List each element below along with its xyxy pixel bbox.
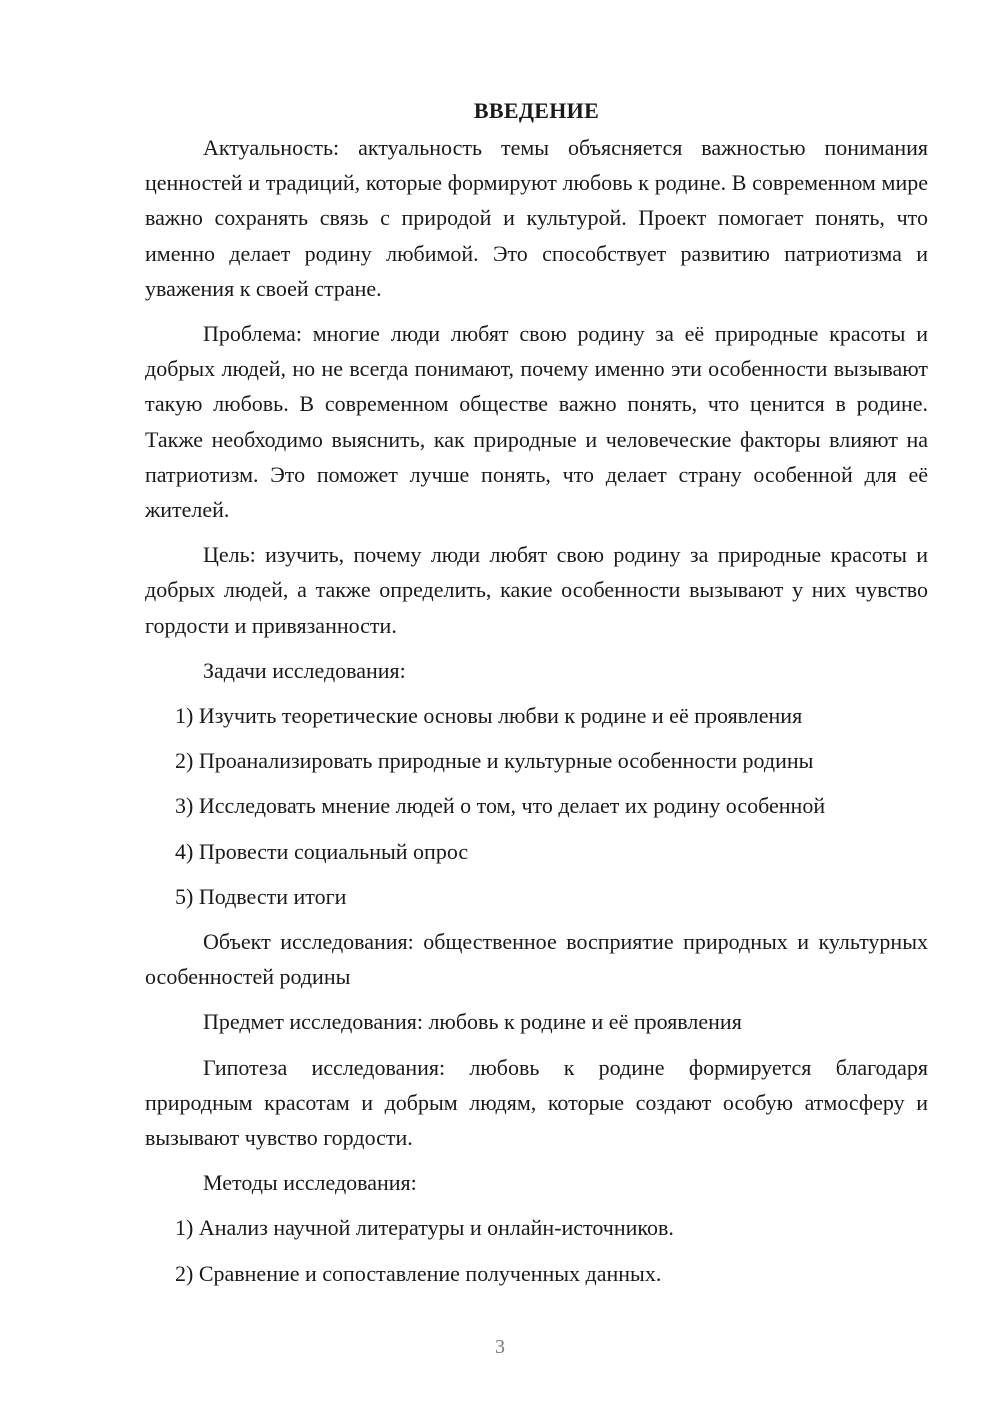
methods-list bbox=[145, 1210, 928, 1290]
methods-heading: Методы исследования: bbox=[203, 1170, 417, 1196]
paragraph-goal: Цель: изучить, почему люди любят свою родину за природные красоты и добрых людей, а также определить, какие особенности вызывают у них чувство гордости и привязанности. bbox=[145, 542, 928, 638]
tasks-heading: Задачи исследования: bbox=[203, 657, 406, 683]
page-number: 3 bbox=[495, 1336, 505, 1358]
paragraph-relevance: Актуальность: актуальность темы объясняется важностью понимания ценностей и традиций, которые формируют любовь к родине. В современном мире важно сохранять связь с природой и культурой. Проект помогает понять, что именно делает родину любимой. Это способствует развитию патриотизма и уважения к своей стране. bbox=[145, 135, 928, 301]
section-title: ВВЕДЕНИЕ bbox=[473, 98, 600, 123]
task-item-1: 1) Изучить теоретические основы любви к родине и её проявления bbox=[175, 703, 803, 729]
paragraph-object: Объект исследования: общественное восприятие природных и культурных особенностей родины bbox=[145, 929, 928, 990]
task-item-2: 2) Проанализировать природные и культурные особенности родины bbox=[175, 748, 814, 774]
method-item-1: 1) Анализ научной литературы и онлайн-источников. bbox=[175, 1215, 674, 1241]
document-page bbox=[145, 96, 928, 1301]
task-item-5: 5) Подвести итоги bbox=[175, 883, 347, 909]
paragraph-problem: Проблема: многие люди любят свою родину за её природные красоты и добрых людей, но не всегда понимают, почему именно эти особенности вызывают такую любовь. В современном обществе важно понять, что ценится в родине. Также необходимо выяснить, как природные и человеческие факторы влияют на патриотизм. Это поможет лучше понять, что делает страну особенной для её жителей. bbox=[145, 321, 928, 523]
task-item-3: 3) Исследовать мнение людей о том, что делает их родину особенной bbox=[175, 793, 826, 819]
method-item-2: 2) Сравнение и сопоставление полученных данных. bbox=[175, 1260, 662, 1286]
tasks-list bbox=[145, 698, 928, 914]
task-item-4: 4) Провести социальный опрос bbox=[175, 838, 469, 864]
paragraph-subject: Предмет исследования: любовь к родине и её проявления bbox=[203, 1009, 742, 1035]
paragraph-hypothesis: Гипотеза исследования: любовь к родине формируется благодаря природным красотам и добрым людям, которые создают особую атмосферу и вызывают чувство гордости. bbox=[145, 1054, 928, 1151]
